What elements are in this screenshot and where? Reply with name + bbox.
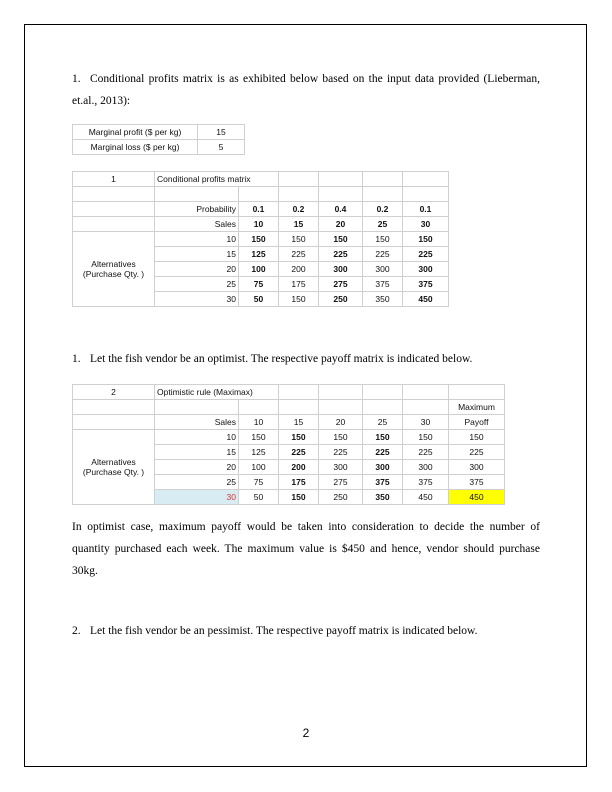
value-cell: 100	[239, 460, 279, 475]
value-cell: 300	[363, 460, 403, 475]
sales-cell: 20	[319, 415, 363, 430]
value-cell: 225	[319, 247, 363, 262]
value-cell: 150	[363, 232, 403, 247]
table-row	[73, 217, 449, 232]
table-row	[73, 202, 449, 217]
table-row	[73, 415, 505, 430]
value-cell: 150	[403, 430, 449, 445]
sales-cell: 10	[239, 415, 279, 430]
table-row	[73, 125, 245, 140]
value-cell: 175	[279, 277, 319, 292]
sales-cell: 25	[363, 217, 403, 232]
value-cell: 450	[403, 292, 449, 307]
paragraph-conditional-profits	[72, 68, 540, 112]
paragraph-text: In optimist case, maximum payoff would be taken into consideration to decide the number of quantity purchased each week. The maximum value is $450 and hence, vendor should purchase 30kg.	[72, 521, 540, 577]
value-cell: 375	[403, 277, 449, 292]
payoff-label: Payoff	[449, 415, 505, 430]
qty-cell: 15	[155, 445, 239, 460]
paragraph-pessimist	[72, 620, 540, 642]
value-cell: 300	[403, 262, 449, 277]
value-cell: 200	[279, 460, 319, 475]
qty-cell: 20	[155, 460, 239, 475]
qty-cell: 10	[155, 232, 239, 247]
paragraph-optimist-conclusion	[72, 516, 540, 582]
value-cell: 150	[279, 232, 319, 247]
value-cell: 250	[319, 292, 363, 307]
sales-cell: 15	[279, 415, 319, 430]
value-cell: 150	[279, 292, 319, 307]
table-row	[73, 140, 245, 155]
table-title: Optimistic rule (Maximax)	[155, 385, 279, 400]
value-cell: 75	[239, 277, 279, 292]
table-row	[73, 430, 505, 445]
sales-cell: 10	[239, 217, 279, 232]
qty-cell: 10	[155, 430, 239, 445]
value-cell: 150	[319, 232, 363, 247]
optimistic-rule-table	[72, 384, 505, 505]
max-payoff-cell: 300	[449, 460, 505, 475]
table-row	[73, 400, 505, 415]
sales-label: Sales	[155, 217, 239, 232]
max-payoff-cell: 150	[449, 430, 505, 445]
value-cell: 150	[239, 430, 279, 445]
value-cell: 300	[319, 460, 363, 475]
value-cell: 450	[403, 490, 449, 505]
input-value: 15	[198, 125, 245, 140]
alternatives-label	[73, 232, 155, 307]
sales-cell: 30	[403, 217, 449, 232]
value-cell: 225	[403, 445, 449, 460]
value-cell: 200	[279, 262, 319, 277]
value-cell: 100	[239, 262, 279, 277]
list-number: 1.	[72, 353, 81, 365]
qty-cell: 15	[155, 247, 239, 262]
value-cell: 125	[239, 445, 279, 460]
value-cell: 300	[403, 460, 449, 475]
value-cell: 375	[403, 475, 449, 490]
input-value: 5	[198, 140, 245, 155]
table-row	[73, 172, 449, 187]
value-cell: 225	[363, 445, 403, 460]
probability-cell: 0.2	[279, 202, 319, 217]
value-cell: 150	[363, 430, 403, 445]
max-payoff-cell: 225	[449, 445, 505, 460]
sales-cell: 15	[279, 217, 319, 232]
qty-cell: 25	[155, 277, 239, 292]
value-cell: 225	[363, 247, 403, 262]
value-cell: 225	[403, 247, 449, 262]
probability-cell: 0.1	[239, 202, 279, 217]
value-cell: 150	[319, 430, 363, 445]
value-cell: 300	[319, 262, 363, 277]
alternatives-label	[73, 430, 155, 505]
table-row	[73, 232, 449, 247]
alternatives-label-line2: (Purchase Qty. )	[82, 269, 145, 279]
value-cell: 225	[279, 445, 319, 460]
list-number: 1.	[72, 73, 81, 85]
value-cell: 225	[319, 445, 363, 460]
maximum-label: Maximum	[449, 400, 505, 415]
qty-cell: 30	[155, 292, 239, 307]
table-id: 1	[73, 172, 155, 187]
sales-label: Sales	[155, 415, 239, 430]
paragraph-optimist	[72, 348, 540, 370]
value-cell: 275	[319, 475, 363, 490]
value-cell: 350	[363, 292, 403, 307]
probability-label: Probability	[155, 202, 239, 217]
input-label: Marginal profit ($ per kg)	[73, 125, 198, 140]
value-cell: 50	[239, 490, 279, 505]
probability-cell: 0.2	[363, 202, 403, 217]
list-number: 2.	[72, 625, 81, 637]
qty-cell: 20	[155, 262, 239, 277]
table-row	[73, 385, 505, 400]
input-label: Marginal loss ($ per kg)	[73, 140, 198, 155]
value-cell: 175	[279, 475, 319, 490]
value-cell: 350	[363, 490, 403, 505]
table-title: Conditional profits matrix	[155, 172, 279, 187]
paragraph-text: Conditional profits matrix is as exhibited below based on the input data provided (Lieberman, et.al., 2013):	[72, 73, 540, 107]
page-number: 2	[302, 726, 310, 740]
table-row	[73, 187, 449, 202]
value-cell: 300	[363, 262, 403, 277]
alternatives-label-line1: Alternatives	[91, 259, 136, 269]
alternatives-label-line1: Alternatives	[91, 457, 136, 467]
value-cell: 50	[239, 292, 279, 307]
paragraph-text: Let the fish vendor be an pessimist. The respective payoff matrix is indicated below.	[90, 625, 478, 637]
input-data-table	[72, 124, 245, 155]
value-cell: 275	[319, 277, 363, 292]
selected-max-payoff-cell: 450	[449, 490, 505, 505]
conditional-profits-table	[72, 171, 449, 307]
sales-cell: 30	[403, 415, 449, 430]
table-id: 2	[73, 385, 155, 400]
value-cell: 150	[279, 430, 319, 445]
probability-cell: 0.4	[319, 202, 363, 217]
value-cell: 150	[403, 232, 449, 247]
alternatives-label-line2: (Purchase Qty. )	[82, 467, 145, 477]
value-cell: 225	[279, 247, 319, 262]
value-cell: 75	[239, 475, 279, 490]
sales-cell: 20	[319, 217, 363, 232]
selected-qty-cell: 30	[155, 490, 239, 505]
value-cell: 375	[363, 277, 403, 292]
paragraph-text: Let the fish vendor be an optimist. The respective payoff matrix is indicated below.	[90, 353, 473, 365]
value-cell: 125	[239, 247, 279, 262]
value-cell: 150	[239, 232, 279, 247]
value-cell: 375	[363, 475, 403, 490]
value-cell: 150	[279, 490, 319, 505]
value-cell: 250	[319, 490, 363, 505]
sales-cell: 25	[363, 415, 403, 430]
qty-cell: 25	[155, 475, 239, 490]
probability-cell: 0.1	[403, 202, 449, 217]
max-payoff-cell: 375	[449, 475, 505, 490]
